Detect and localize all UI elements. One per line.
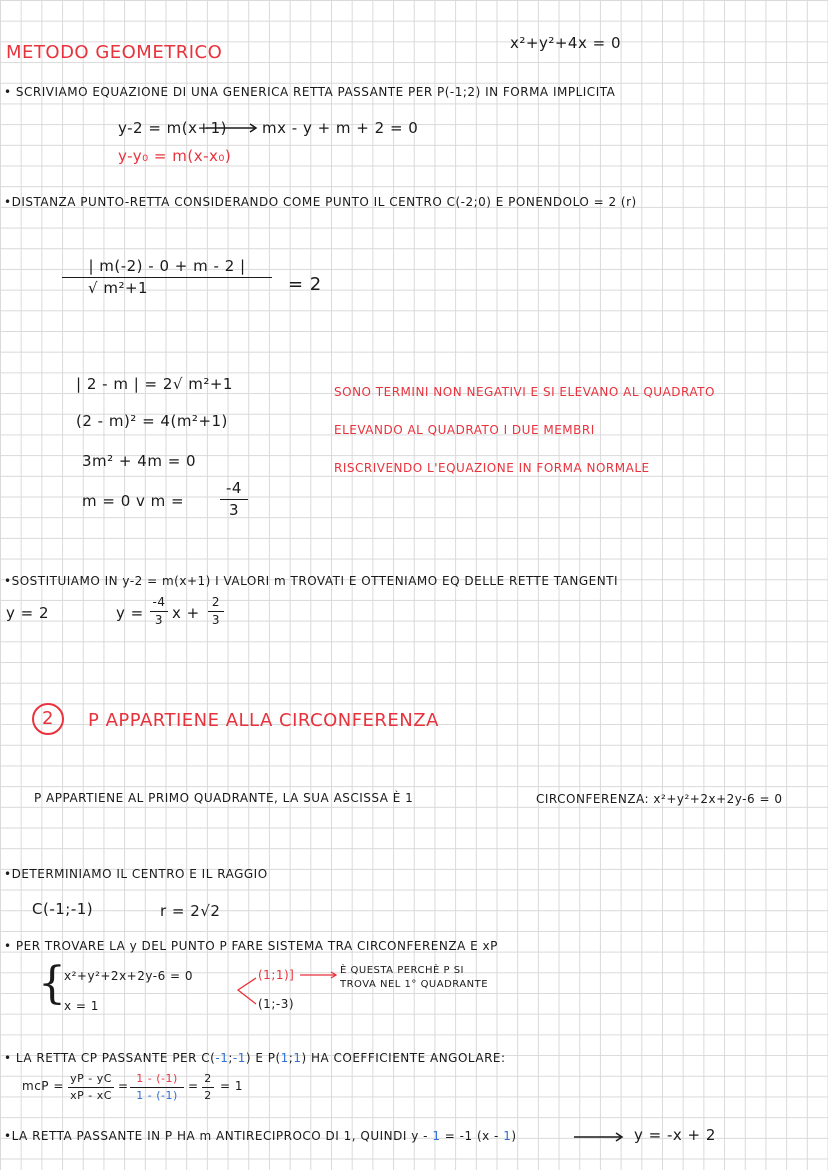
- system-equation-1: x²+y²+2x+2y-6 = 0: [64, 969, 194, 983]
- m-denominator: 3: [228, 500, 240, 519]
- step-abs: | 2 - m | = 2√ m²+1: [76, 375, 233, 393]
- solutions-bracket: [238, 978, 256, 1004]
- bullet-system: • PER TROVARE LA y DEL PUNTO P FARE SISTEMA TRA CIRCONFERENZA E xP: [4, 939, 498, 953]
- arrow-final-result: [574, 1133, 622, 1141]
- mcp-formula-den: xP - xC: [70, 1089, 112, 1103]
- arrow-line-to-implicit: [206, 124, 256, 132]
- cp-text-end: ) HA COEFFICIENTE ANGOLARE:: [301, 1051, 506, 1065]
- bullet-generic-line: • SCRIVIAMO EQUAZIONE DI UNA GENERICA RETTA PASSANTE PER P(-1;2) IN FORMA IMPLICITA: [4, 85, 616, 99]
- mcp-simplified-num: 2: [204, 1072, 212, 1085]
- tangent-line-2-start: y =: [116, 604, 144, 622]
- p-coord-x: 1: [280, 1051, 289, 1065]
- p-coord-y: 1: [293, 1051, 302, 1065]
- solution-note-1: È QUESTA PERCHÈ P SI: [340, 965, 465, 976]
- system-brace: {: [38, 958, 66, 1009]
- page-title: METODO GEOMETRICO: [6, 42, 223, 63]
- solution-2: (1;-3): [258, 997, 295, 1011]
- line-equation: y-2 = m(x+1): [118, 119, 227, 137]
- final-result: y = -x + 2: [634, 1126, 716, 1144]
- bullet-substitute: •SOSTITUIAMO IN y-2 = m(x+1) I VALORI m TROVATI E OTTENIAMO EQ DELLE RETTE TANGENTI: [4, 574, 619, 588]
- distance-denominator: √ m²+1: [88, 278, 149, 297]
- circumference-equation: CIRCONFERENZA: x²+y²+2x+2y-6 = 0: [536, 792, 783, 806]
- tangent-slope-den: 3: [154, 613, 164, 628]
- center-value: C(-1;-1): [32, 900, 94, 918]
- p-statement: P APPARTIENE AL PRIMO QUADRANTE, LA SUA ASCISSA È 1: [34, 791, 414, 805]
- bullet-center-radius: •DETERMINIAMO IL CENTRO E IL RAGGIO: [4, 867, 268, 881]
- mcp-equals-1: =: [118, 1079, 129, 1093]
- mcp-value-num: 1 - (-1): [136, 1072, 178, 1085]
- note-nonnegative: SONO TERMINI NON NEGATIVI E SI ELEVANO AL QUADRATO: [334, 385, 715, 399]
- mcp-label: mcP =: [22, 1079, 64, 1093]
- c-coord-y: -1: [232, 1051, 246, 1065]
- arrow-solution-to-note: [300, 972, 336, 978]
- mcp-value-den: 1 - (-1): [136, 1089, 178, 1103]
- m-numerator: -4: [226, 479, 242, 497]
- section-heading: P APPARTIENE ALLA CIRCONFERENZA: [88, 710, 439, 731]
- circle-equation: x²+y²+4x = 0: [510, 34, 621, 52]
- p-coord-sep: ;: [288, 1051, 294, 1065]
- distance-numerator: | m(-2) - 0 + m - 2 |: [88, 257, 246, 275]
- system-equation-2: x = 1: [64, 999, 99, 1013]
- mcp-formula-num: yP - yC: [70, 1072, 112, 1085]
- tangent-slope-num: -4: [152, 595, 166, 609]
- distance-equals: = 2: [288, 274, 322, 295]
- section-number-badge: 2: [32, 703, 64, 735]
- mcp-simplified-den: 2: [204, 1089, 212, 1103]
- final-xp: 1: [503, 1129, 512, 1143]
- step-square: (2 - m)² = 4(m²+1): [76, 412, 228, 430]
- tangent-line-2-mid: x +: [172, 604, 200, 622]
- generic-line-formula: y-y₀ = m(x-x₀): [118, 147, 232, 165]
- solution-1: (1;1)]: [258, 968, 295, 982]
- final-text-start: •LA RETTA PASSANTE IN P HA m ANTIRECIPROCO DI 1, QUINDI y -: [4, 1129, 428, 1143]
- mcp-result: = 1: [220, 1079, 244, 1093]
- c-coord-sep: ;: [228, 1051, 233, 1065]
- step-solutions: m = 0 v m =: [82, 492, 185, 510]
- final-yp: 1: [432, 1129, 441, 1143]
- implicit-equation: mx - y + m + 2 = 0: [262, 119, 419, 137]
- bullet-distance: •DISTANZA PUNTO-RETTA CONSIDERANDO COME PUNTO IL CENTRO C(-2;0) E PONENDOLO = 2 (r): [4, 195, 637, 209]
- cp-text-start: • LA RETTA CP PASSANTE PER C(: [4, 1051, 216, 1065]
- cp-text-mid: ) E P(: [245, 1051, 281, 1065]
- final-text-mid: = -1 (x -: [444, 1129, 499, 1143]
- step-normal: 3m² + 4m = 0: [82, 452, 197, 470]
- mcp-equals-2: =: [188, 1079, 199, 1093]
- c-coord-x: -1: [215, 1051, 229, 1065]
- tangent-intercept-den: 3: [211, 613, 221, 628]
- tangent-line-1: y = 2: [6, 604, 50, 622]
- tangent-intercept-num: 2: [211, 595, 221, 609]
- solution-note-2: TROVA NEL 1° QUADRANTE: [340, 979, 489, 990]
- note-normal-form: RISCRIVENDO L'EQUAZIONE IN FORMA NORMALE: [334, 461, 650, 475]
- radius-value: r = 2√2: [160, 902, 221, 920]
- note-squaring: ELEVANDO AL QUADRATO I DUE MEMBRI: [334, 423, 595, 437]
- final-text-end: ): [511, 1129, 517, 1143]
